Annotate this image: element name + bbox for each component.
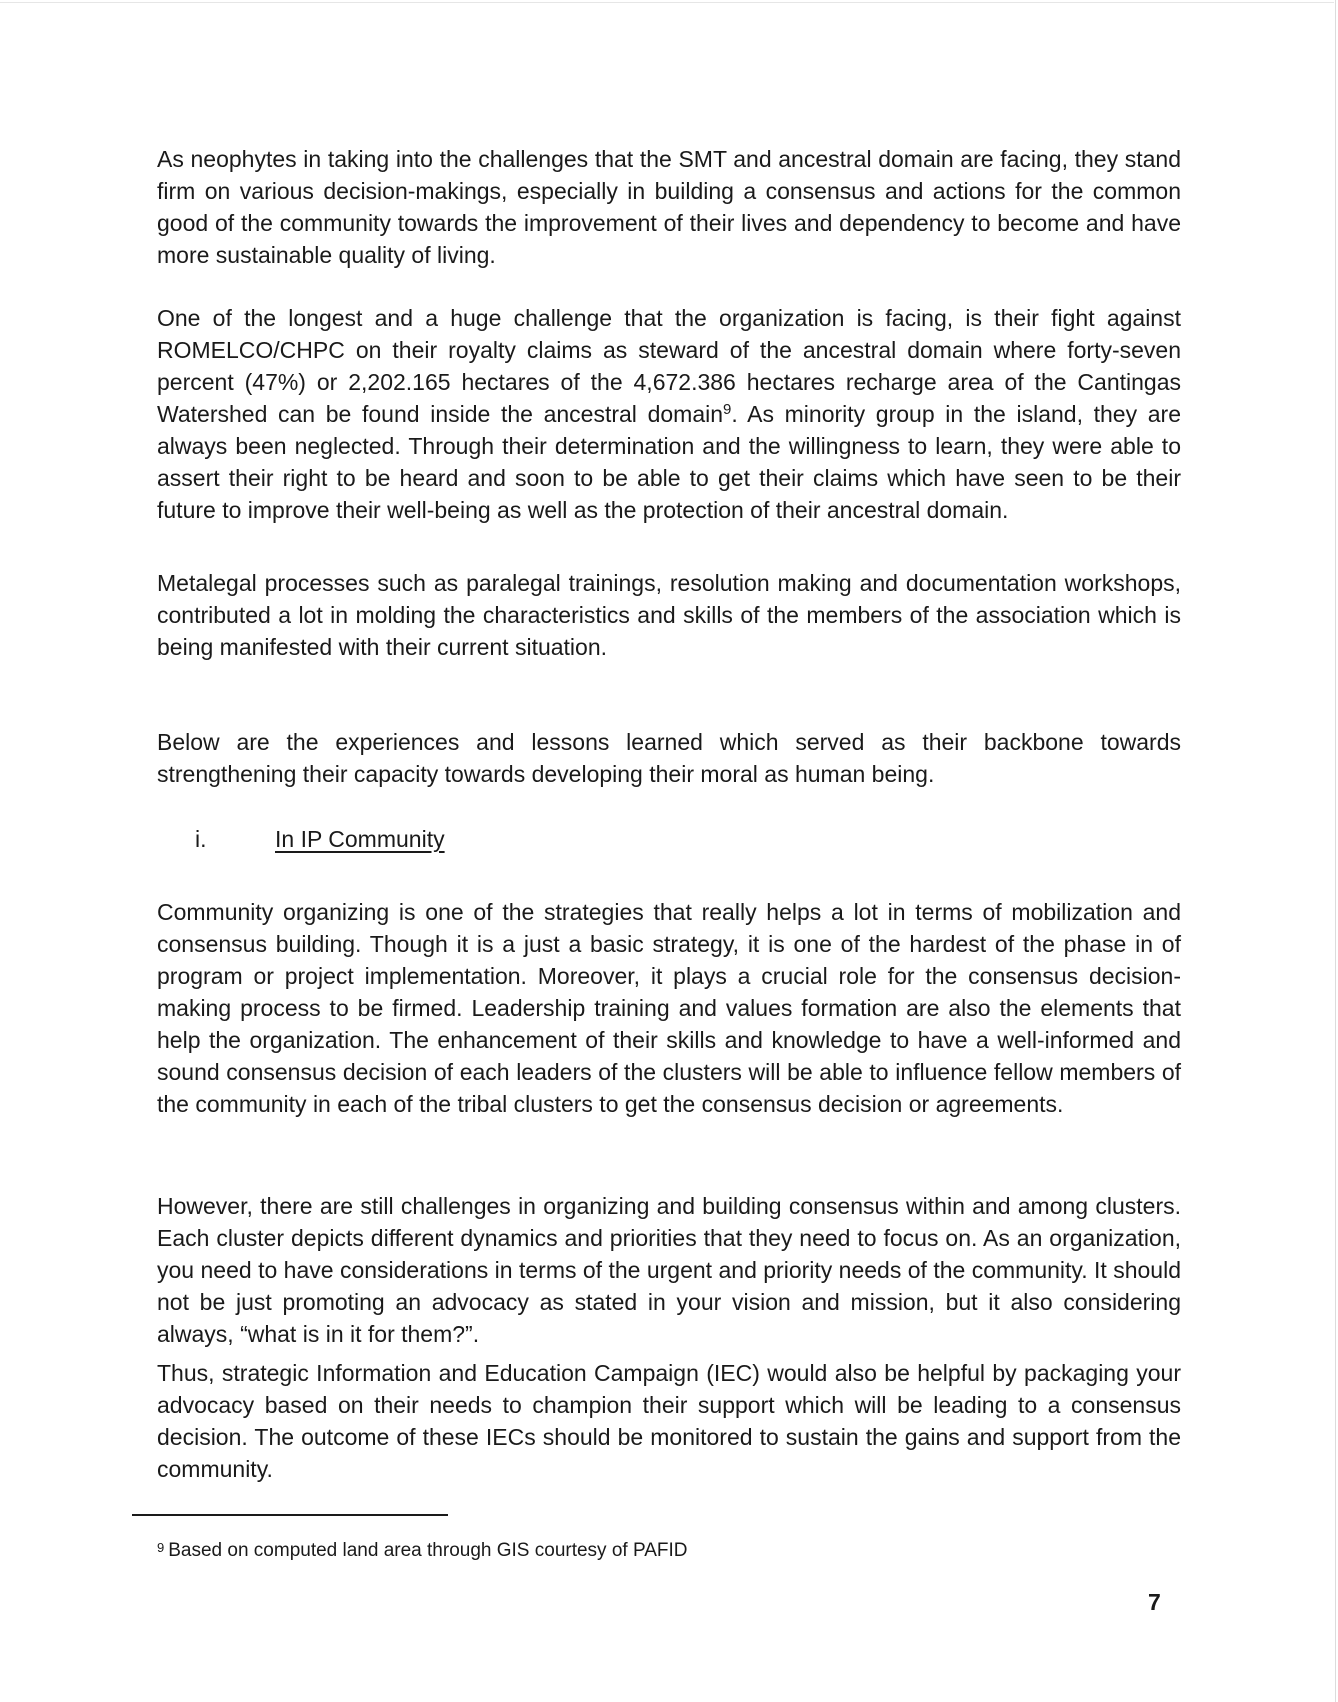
page-number: 7 [1148, 1589, 1161, 1615]
page-top-edge [0, 2, 1334, 3]
footnote-number: 9 [157, 1540, 165, 1555]
paragraph-romelco-text-end: . As minority group in the island, they are always been neglected. Through their determination and the willingness to learn, they were able to assert their right to be heard and soon to be able to get their claims which have seen to be their future to improve their well-being as well as the protection of their ancestral domain. [157, 401, 1181, 523]
footnote-reference[interactable]: 9 [723, 401, 732, 418]
paragraph-romelco-challenge [157, 302, 1181, 526]
page-right-edge [1335, 0, 1336, 1702]
footnote-separator [132, 1514, 448, 1516]
paragraph-romelco-text-start: One of the longest and a huge challenge that the organization is facing, is their fight against ROMELCO/CHPC on their royalty claims as steward of the ancestral domain where forty-seven percent (47%) or 2,202.165 hectares of the 4,672.386 hectares recharge area of the Cantingas Watershed can be found inside the ancestral domain [157, 305, 1181, 427]
footnote [157, 1538, 1057, 1564]
paragraph-iec: Thus, strategic Information and Education Campaign (IEC) would also be helpful by packaging your advocacy based on their needs to champion their support which will be leading to a consensus decision. The outcome of these IECs should be monitored to sustain the gains and support from the community. [157, 1360, 1181, 1482]
paragraph-lessons-intro: Below are the experiences and lessons learned which served as their backbone towards strengthening their capacity towards developing their moral as human being. [157, 729, 1181, 787]
list-item-ip-community [157, 823, 1181, 855]
paragraph-community-organizing: Community organizing is one of the strategies that really helps a lot in terms of mobilization and consensus building. Though it is a just a basic strategy, it is one of the hardest of the phase in of program or project implementation. Moreover, it plays a crucial role for the consensus decision-making process to be firmed. Leadership training and values formation are also the elements that help the organization. The enhancement of their skills and knowledge to have a well-informed and sound consensus decision of each leaders of the clusters will be able to influence fellow members of the community in each of the tribal clusters to get the consensus decision or agreements. [157, 899, 1181, 1117]
list-marker: i. [195, 826, 207, 852]
paragraph-metalegal: Metalegal processes such as paralegal trainings, resolution making and documentation workshops, contributed a lot in molding the characteristics and skills of the members of the association which is being manifested with their current situation. [157, 570, 1181, 660]
paragraph-challenges: However, there are still challenges in organizing and building consensus within and among clusters. Each cluster depicts different dynamics and priorities that they need to focus on. As an organization, you need to have considerations in terms of the urgent and priority needs of the community. It should not be just promoting an advocacy as stated in your vision and mission, but it also considering always, “what is in it for them?”. [157, 1193, 1181, 1347]
paragraph-neophytes: As neophytes in taking into the challenges that the SMT and ancestral domain are facing, they stand firm on various decision-makings, especially in building a consensus and actions for the common good of the community towards the improvement of their lives and dependency to become and have more sustainable quality of living. [157, 146, 1181, 268]
footnote-text: Based on computed land area through GIS courtesy of PAFID [168, 1540, 688, 1561]
section-heading: In IP Community [275, 826, 445, 852]
